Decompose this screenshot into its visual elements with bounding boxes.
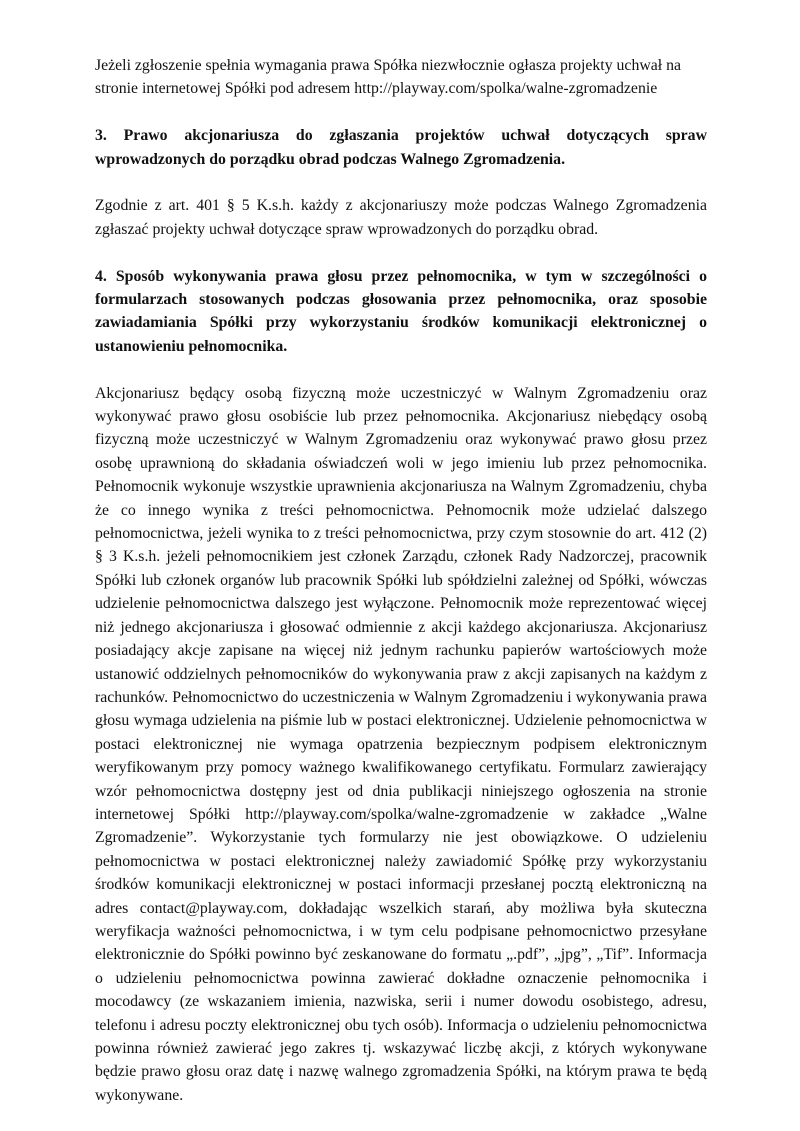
document-page bbox=[95, 54, 707, 1107]
section-3-heading: 3. Prawo akcjonariusza do zgłaszania projektów uchwał dotyczących spraw wprowadzonych do porządku obrad podczas Walnego Zgromadzenia. bbox=[95, 127, 707, 168]
section-3-body: Zgodnie z art. 401 § 5 K.s.h. każdy z akcjonariuszy może podczas Walnego Zgromadzenia zgłaszać projekty uchwał dotyczące spraw wprowadzonych do porządku obrad. bbox=[95, 197, 707, 238]
section-4-heading: 4. Sposób wykonywania prawa głosu przez pełnomocnika, w tym w szczególności o formularzach stosowanych podczas głosowania przez pełnomocnika, oraz sposobie zawiadamiania Spółki przy wykorzystaniu środków komunikacji elektronicznej o ustanowieniu pełnomocnika. bbox=[95, 267, 707, 355]
section-4-body: Akcjonariusz będący osobą fizyczną może uczestniczyć w Walnym Zgromadzeniu oraz wykonywać prawo głosu osobiście lub przez pełnomocnika. Akcjonariusz niebędący osobą fizyczną może uczestniczyć w Walnym Zgromadzeniu oraz wykonywać prawo głosu przez osobę uprawnioną do składania oświadczeń woli w jego imieniu lub przez pełnomocnika. Pełnomocnik wykonuje wszystkie uprawnienia akcjonariusza na Walnym Zgromadzeniu, chyba że co innego wynika z treści pełnomocnictwa. Pełnomocnik może udzielać dalszego pełnomocnictwa, jeżeli wynika to z treści pełnomocnictwa, przy czym stosownie do art. 412 (2) § 3 K.s.h. jeżeli pełnomocnikiem jest członek Zarządu, członek Rady Nadzorczej, pracownik Spółki lub członek organów lub pracownik Spółki lub spółdzielni zależnej od Spółki, wówczas udzielenie pełnomocnictwa dalszego jest wyłączone. Pełnomocnik może reprezentować więcej niż jednego akcjonariusza i głosować odmiennie z akcji każdego akcjonariusza. Akcjonariusz posiadający akcje zapisane na więcej niż jednym rachunku papierów wartościowych może ustanowić oddzielnych pełnomocników do wykonywania praw z akcji zapisanych na każdym z rachunków. Pełnomocnictwo do uczestniczenia w Walnym Zgromadzeniu i wykonywania prawa głosu wymaga udzielenia na piśmie lub w postaci elektronicznej. Udzielenie pełnomocnictwa w postaci elektronicznej nie wymaga opatrzenia bezpiecznym podpisem elektronicznym weryfikowanym przy pomocy ważnego kwalifikowanego certyfikatu. Formularz zawierający wzór pełnomocnictwa dostępny jest od dnia publikacji niniejszego ogłoszenia na stronie internetowej Spółki http://playway.com/spolka/walne-zgromadzenie w zakładce „Walne Zgromadzenie”. Wykorzystanie tych formularzy nie jest obowiązkowe. O udzieleniu pełnomocnictwa w postaci elektronicznej należy zawiadomić Spółkę przy wykorzystaniu środków komunikacji elektronicznej w postaci informacji przesłanej pocztą elektroniczną na adres contact@playway.com, dokładając wszelkich starań, aby możliwa była skuteczna weryfikacja ważności pełnomocnictwa, i w tym celu podpisane pełnomocnictwo przesyłane elektronicznie do Spółki powinno być zeskanowane do formatu „.pdf”, „jpg”, „Tif”. Informacja o udzieleniu pełnomocnictwa powinna zawierać dokładne oznaczenie pełnomocnika i mocodawcy (ze wskazaniem imienia, nazwiska, serii i numer dowodu osobistego, adresu, telefonu i adresu poczty elektronicznej obu tych osób). Informacja o udzieleniu pełnomocnictwa powinna również zawierać jego zakres tj. wskazywać liczbę akcji, z których wykonywane będzie prawo głosu oraz datę i nazwę walnego zgromadzenia Spółki, na którym prawa te będą wykonywane. bbox=[95, 384, 707, 1104]
intro-line-1: Jeżeli zgłoszenie spełnia wymagania prawa Spółka niezwłocznie ogłasza projekty uchwał na bbox=[95, 57, 682, 74]
intro-line-2: stronie internetowej Spółki pod adresem http://playway.com/spolka/walne-zgromadzenie bbox=[95, 80, 658, 98]
